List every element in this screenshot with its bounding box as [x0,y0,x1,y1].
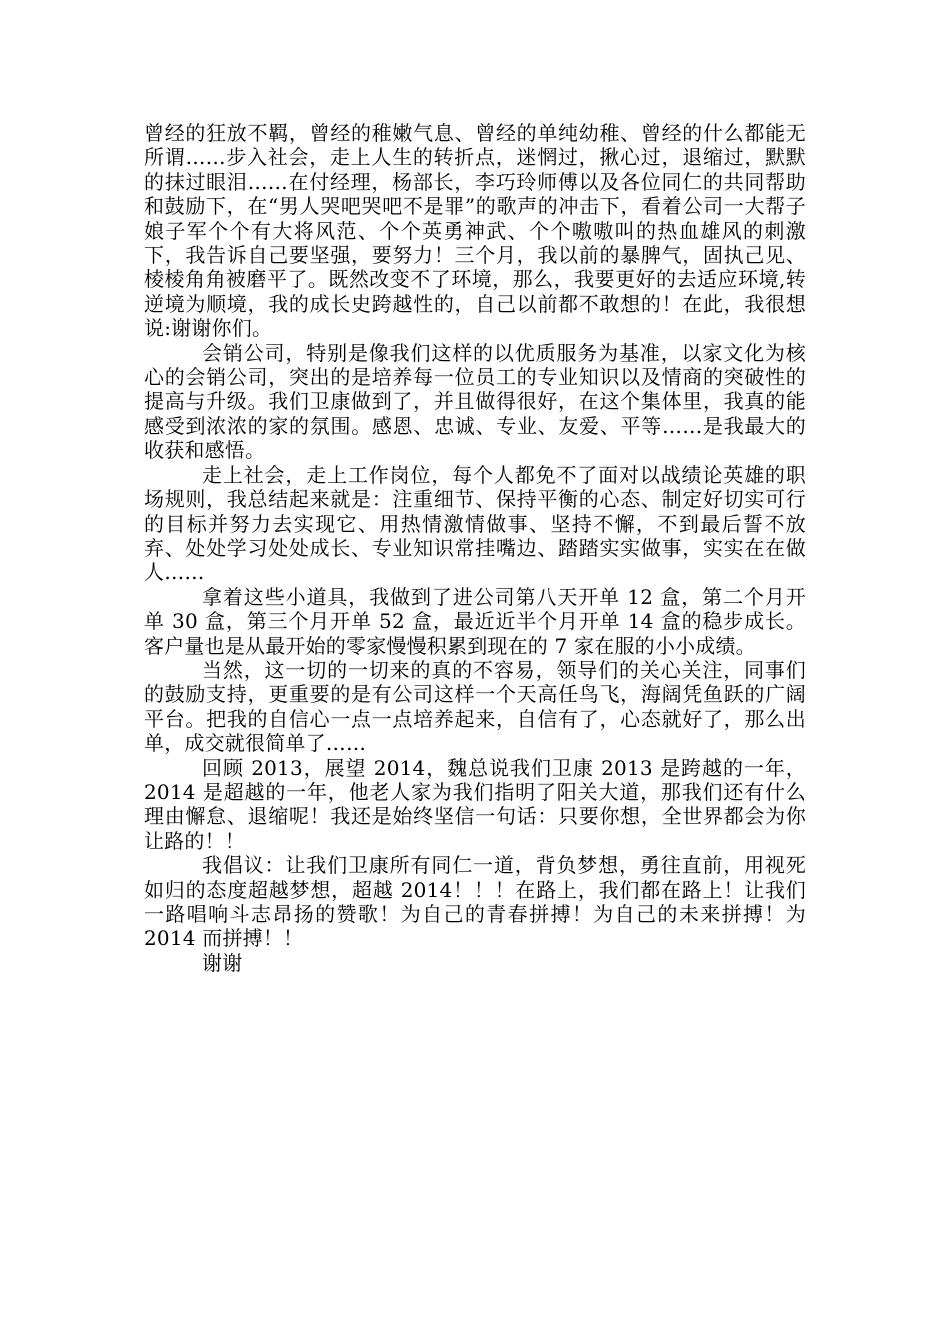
document-body [144,121,806,975]
paragraph-gratitude: 当然，这一切的一切来的真的不容易，领导们的关心关注，同事们的鼓励支持，更重要的是有公司这样一个天高任鸟飞，海阔凭鱼跃的广阔平台。把我的自信心一点一点培养起来，自信有了，心态就好了，那么出单，成交就很简单了…… [144,657,806,756]
paragraph-opening: 曾经的狂放不羁，曾经的稚嫩气息、曾经的单纯幼稚、曾经的什么都能无所谓……步入社会，走上人生的转折点，迷惘过，揪心过，退缩过，默默的抹过眼泪……在付经理，杨部长，李巧玲师傅以及各位同仁的共同帮助和鼓励下，在“男人哭吧哭吧不是罪”的歌声的冲击下，看着公司一大帮子娘子军个个有大将风范、个个英勇神武、个个嗷嗷叫的热血雄风的刺激下，我告诉自己要坚强，要努力！三个月，我以前的暴脾气，固执己见、棱棱角角被磨平了。既然改变不了环境，那么，我要更好的去适应环境,转逆境为顺境，我的成长史跨越性的，自己以前都不敢想的！在此，我很想说:谢谢你们。 [144,121,806,341]
paragraph-review-outlook: 回顾 2013，展望 2014，魏总说我们卫康 2013 是跨越的一年，2014 是超越的一年，他老人家为我们指明了阳关大道，那我们还有什么理由懈怠、退缩呢！我还是始终坚信一句话：只要你想，全世界都会为你让路的！！ [144,755,806,853]
paragraph-sales-results: 拿着这些小道具，我做到了进公司第八天开单 12 盒，第二个月开单 30 盒，第三个月开单 52 盒，最近近半个月开单 14 盒的稳步成长。客户量也是从最开始的零家慢慢积累到现在的 7 家在服的小小成绩。 [144,584,806,658]
paragraph-thanks: 谢谢 [202,950,243,975]
paragraph-workplace-rules: 走上社会，走上工作岗位，每个人都免不了面对以战绩论英雄的职场规则，我总结起来就是：注重细节、保持平衡的心态、制定好切实可行的目标并努力去实现它、用热情激情做事、坚持不懈，不到最后誓不放弃、处处学习处处成长、专业知识常挂嘴边、踏踏实实做事，实实在在做人…… [144,462,806,585]
paragraph-company-culture: 会销公司，特别是像我们这样的以优质服务为基准，以家文化为核心的会销公司，突出的是培养每一位员工的专业知识以及情商的突破性的提高与升级。我们卫康做到了，并且做得很好，在这个集体里，我真的能感受到浓浓的家的氛围。感恩、忠诚、专业、友爱、平等……是我最大的收获和感悟。 [144,340,806,463]
paragraph-proposal: 我倡议：让我们卫康所有同仁一道，背负梦想，勇往直前，用视死如归的态度超越梦想，超越 2014！！！在路上，我们都在路上！让我们一路唱响斗志昂扬的赞歌！为自己的青春拼搏！为自己的未来拼搏！为 2014 而拼搏！！ [144,853,806,951]
